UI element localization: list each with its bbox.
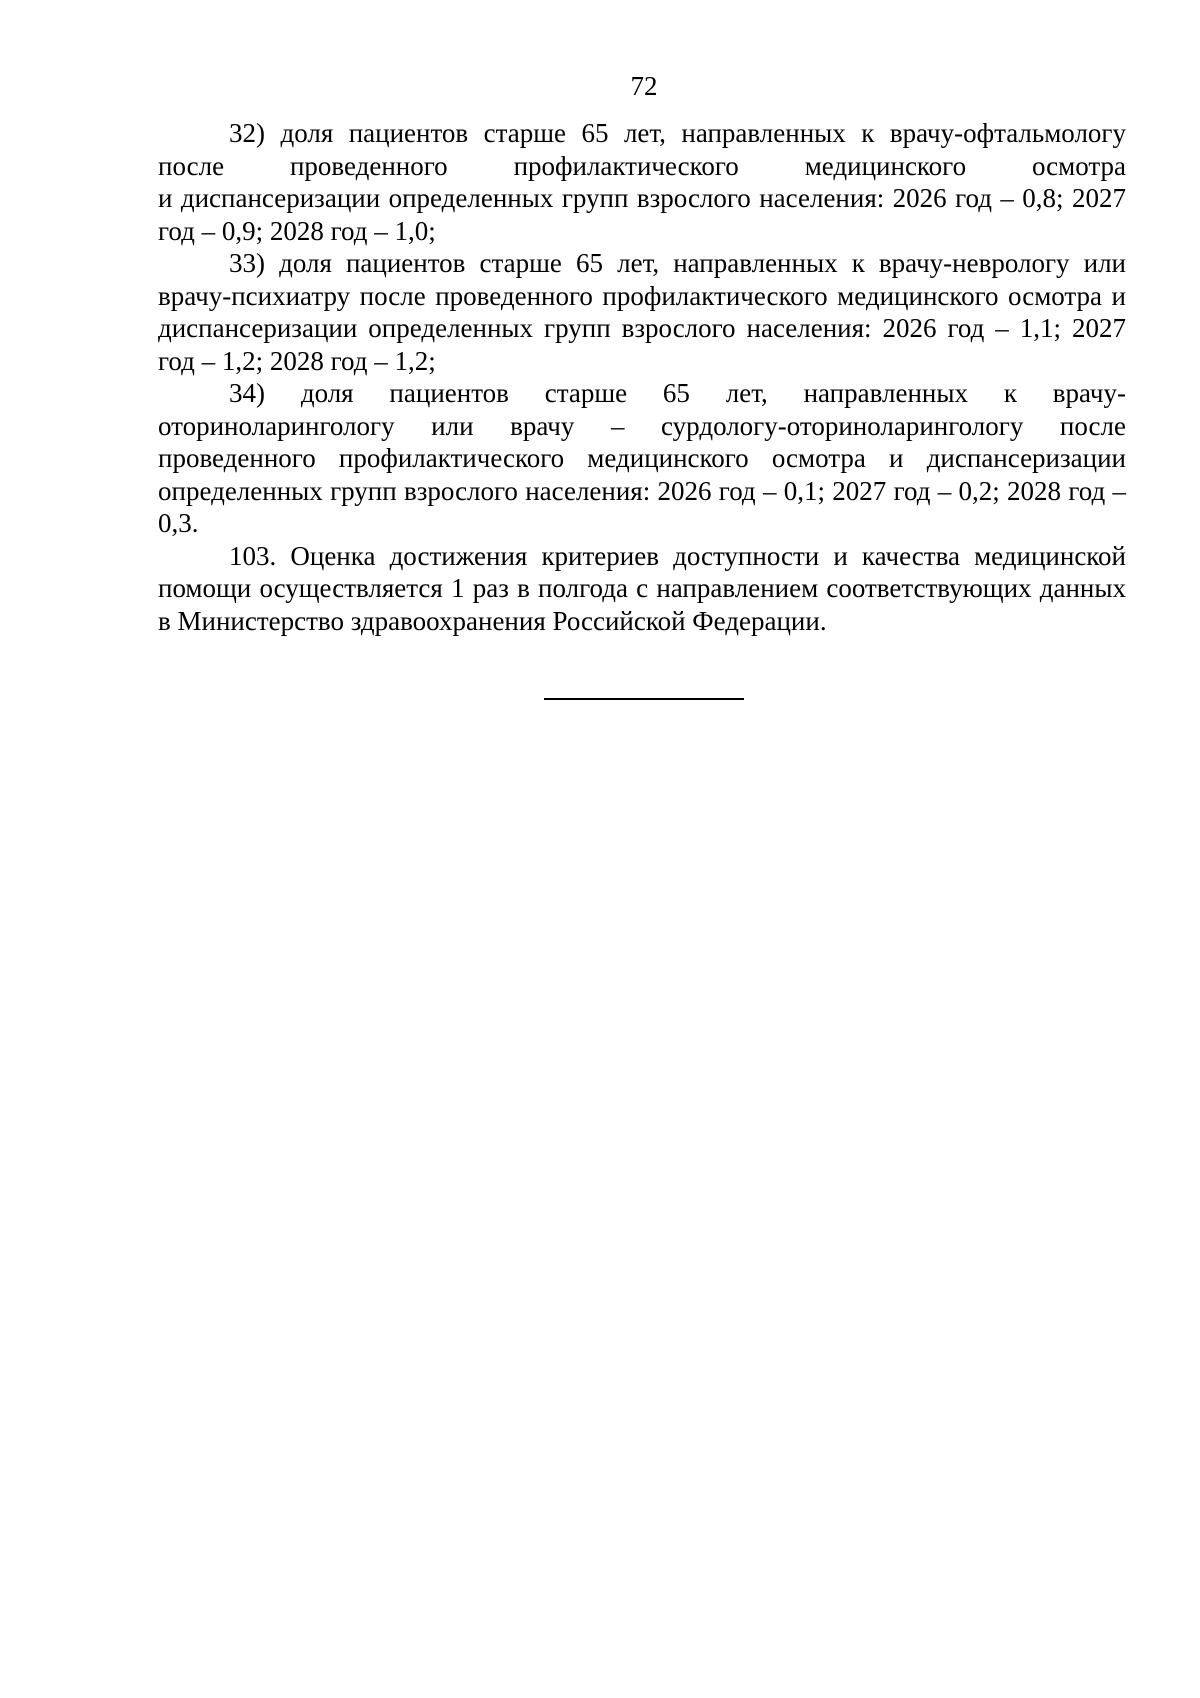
paragraph-item-32 <box>158 117 1126 247</box>
end-separator-line <box>544 698 744 700</box>
paragraph-line: и диспансеризации определенных групп взрослого населения: 2026 год – 0,8; 2027 год – 0,9; 2028 год – 1,0; <box>158 183 1126 246</box>
paragraph-item-33 <box>158 247 1126 377</box>
paragraph-item-103 <box>158 540 1126 638</box>
paragraph-line: 32) доля пациентов старше 65 лет, направленных к врачу-офтальмологу после проведенного профилактического медицинского осмотра <box>158 118 1126 181</box>
paragraph-line: 33) доля пациентов старше 65 лет, направленных к врачу-неврологу или врачу-психиатру после проведенного профилактического медицинского осмотра и диспансеризации определенных групп взрослого населения: 2026 год – 1,1; 2027 год – 1,2; 2028 год – 1,2; <box>158 248 1126 376</box>
paragraph-line: 34) доля пациентов старше 65 лет, направленных к врачу-оториноларингологу или врачу – сурдологу-оториноларингологу после проведенного профилактического медицинского осмотра и диспансеризации определенных групп взрослого населения: 2026 год – 0,1; 2027 год – 0,2; 2028 год – 0,3. <box>158 378 1126 538</box>
paragraph-line: 103. Оценка достижения критериев доступности и качества медицинской помощи осуществляется 1 раз в полгода с направлением соответствующих данных в Министерство здравоохранения Российской Федерации. <box>158 540 1126 636</box>
document-body <box>158 117 1126 637</box>
paragraph-item-34 <box>158 377 1126 540</box>
page-number: 72 <box>630 71 658 101</box>
